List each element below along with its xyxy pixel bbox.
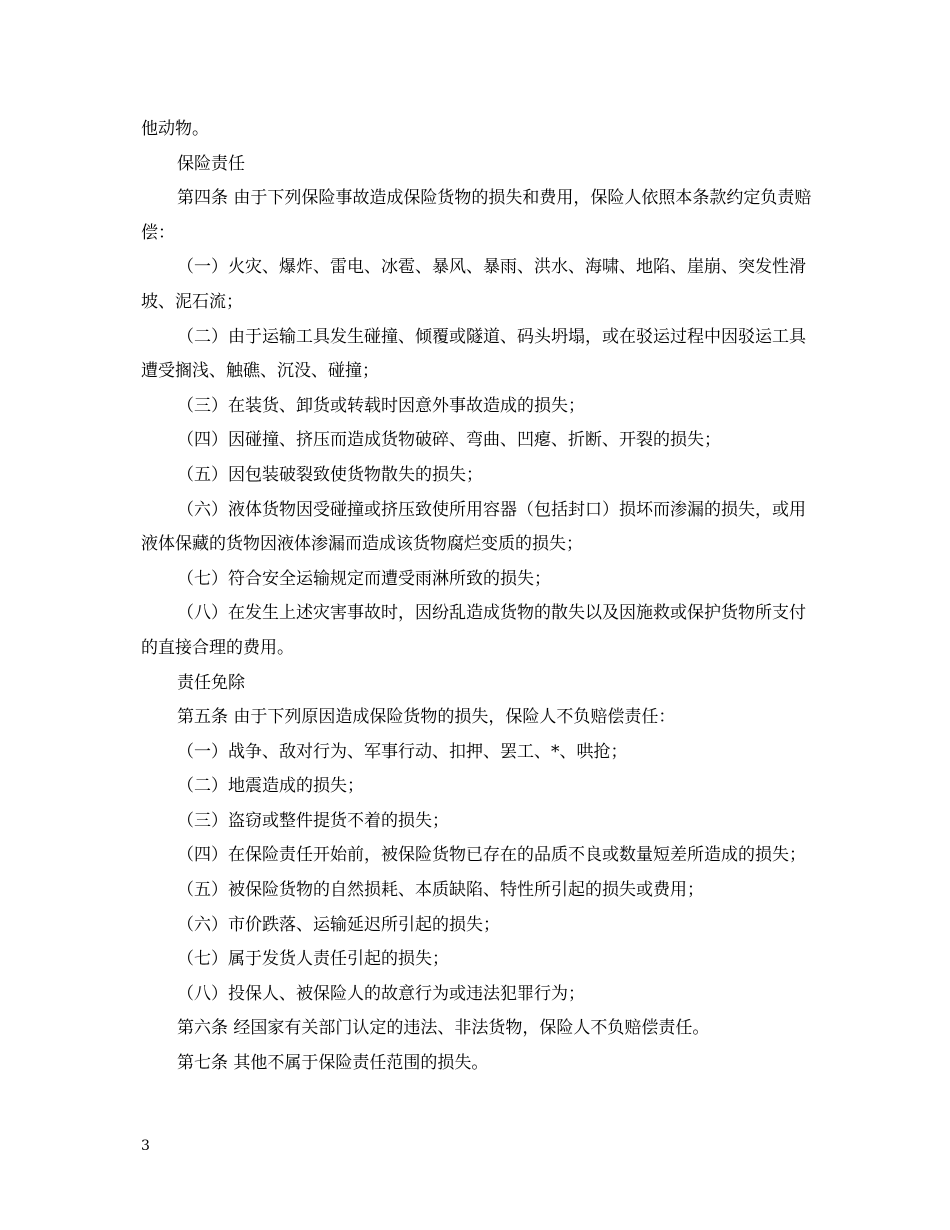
page-number: 3 xyxy=(141,1138,150,1154)
paragraph: （六）市价跌落、运输延迟所引起的损失； xyxy=(177,914,500,935)
paragraph: （六）液体货物因受碰撞或挤压致使所用容器（包括封口）损坏而渗漏的损失，或用液体保藏的货物因液体渗漏而造成该货物腐烂变质的损失； xyxy=(141,499,806,555)
paragraph: 第五条 由于下列原因造成保险货物的损失，保险人不负赔偿责任： xyxy=(177,707,676,728)
paragraph: （三）在装货、卸货或转载时因意外事故造成的损失； xyxy=(177,395,585,416)
paragraph: （四）因碰撞、挤压而造成货物破碎、弯曲、凹瘪、折断、开裂的损失； xyxy=(177,430,721,451)
paragraph: （七）符合安全运输规定而遭受雨淋所致的损失； xyxy=(177,568,551,589)
paragraph: （四）在保险责任开始前，被保险货物已存在的品质不良或数量短差所造成的损失； xyxy=(177,845,806,866)
paragraph: （二）由于运输工具发生碰撞、倾覆或隧道、码头坍塌，或在驳运过程中因驳运工具遭受搁浅、触礁、沉没、碰撞； xyxy=(141,326,806,382)
paragraph: 保险责任 xyxy=(177,153,245,174)
paragraph: （七）属于发货人责任引起的损失； xyxy=(177,949,449,970)
paragraph: （一）战争、敌对行为、军事行动、扣押、罢工、*、哄抢； xyxy=(177,741,628,762)
paragraph: （八）投保人、被保险人的故意行为或违法犯罪行为； xyxy=(177,983,585,1004)
paragraph: （一）火灾、爆炸、雷电、冰雹、暴风、暴雨、洪水、海啸、地陷、崖崩、突发性滑坡、泥石流； xyxy=(141,257,806,312)
paragraph: 第六条 经国家有关部门认定的违法、非法货物，保险人不负赔偿责任。 xyxy=(177,1018,710,1039)
paragraph: （五）被保险货物的自然损耗、本质缺陷、特性所引起的损失或费用； xyxy=(177,880,704,901)
paragraph: 他动物。 xyxy=(141,119,209,139)
paragraph: （八）在发生上述灾害事故时，因纷乱造成货物的散失以及因施救或保护货物所支付的直接合理的费用。 xyxy=(141,603,806,658)
paragraph: 责任免除 xyxy=(177,672,245,693)
paragraph: 第四条 由于下列保险事故造成保险货物的损失和费用，保险人依照本条款约定负责赔偿： xyxy=(141,188,812,243)
paragraph: （三）盗窃或整件提货不着的损失； xyxy=(177,810,449,831)
paragraph: （二）地震造成的损失； xyxy=(177,776,364,797)
document-body xyxy=(141,112,821,1081)
paragraph: 第七条 其他不属于保险责任范围的损失。 xyxy=(177,1053,489,1074)
paragraph: （五）因包装破裂致使货物散失的损失； xyxy=(177,464,483,485)
